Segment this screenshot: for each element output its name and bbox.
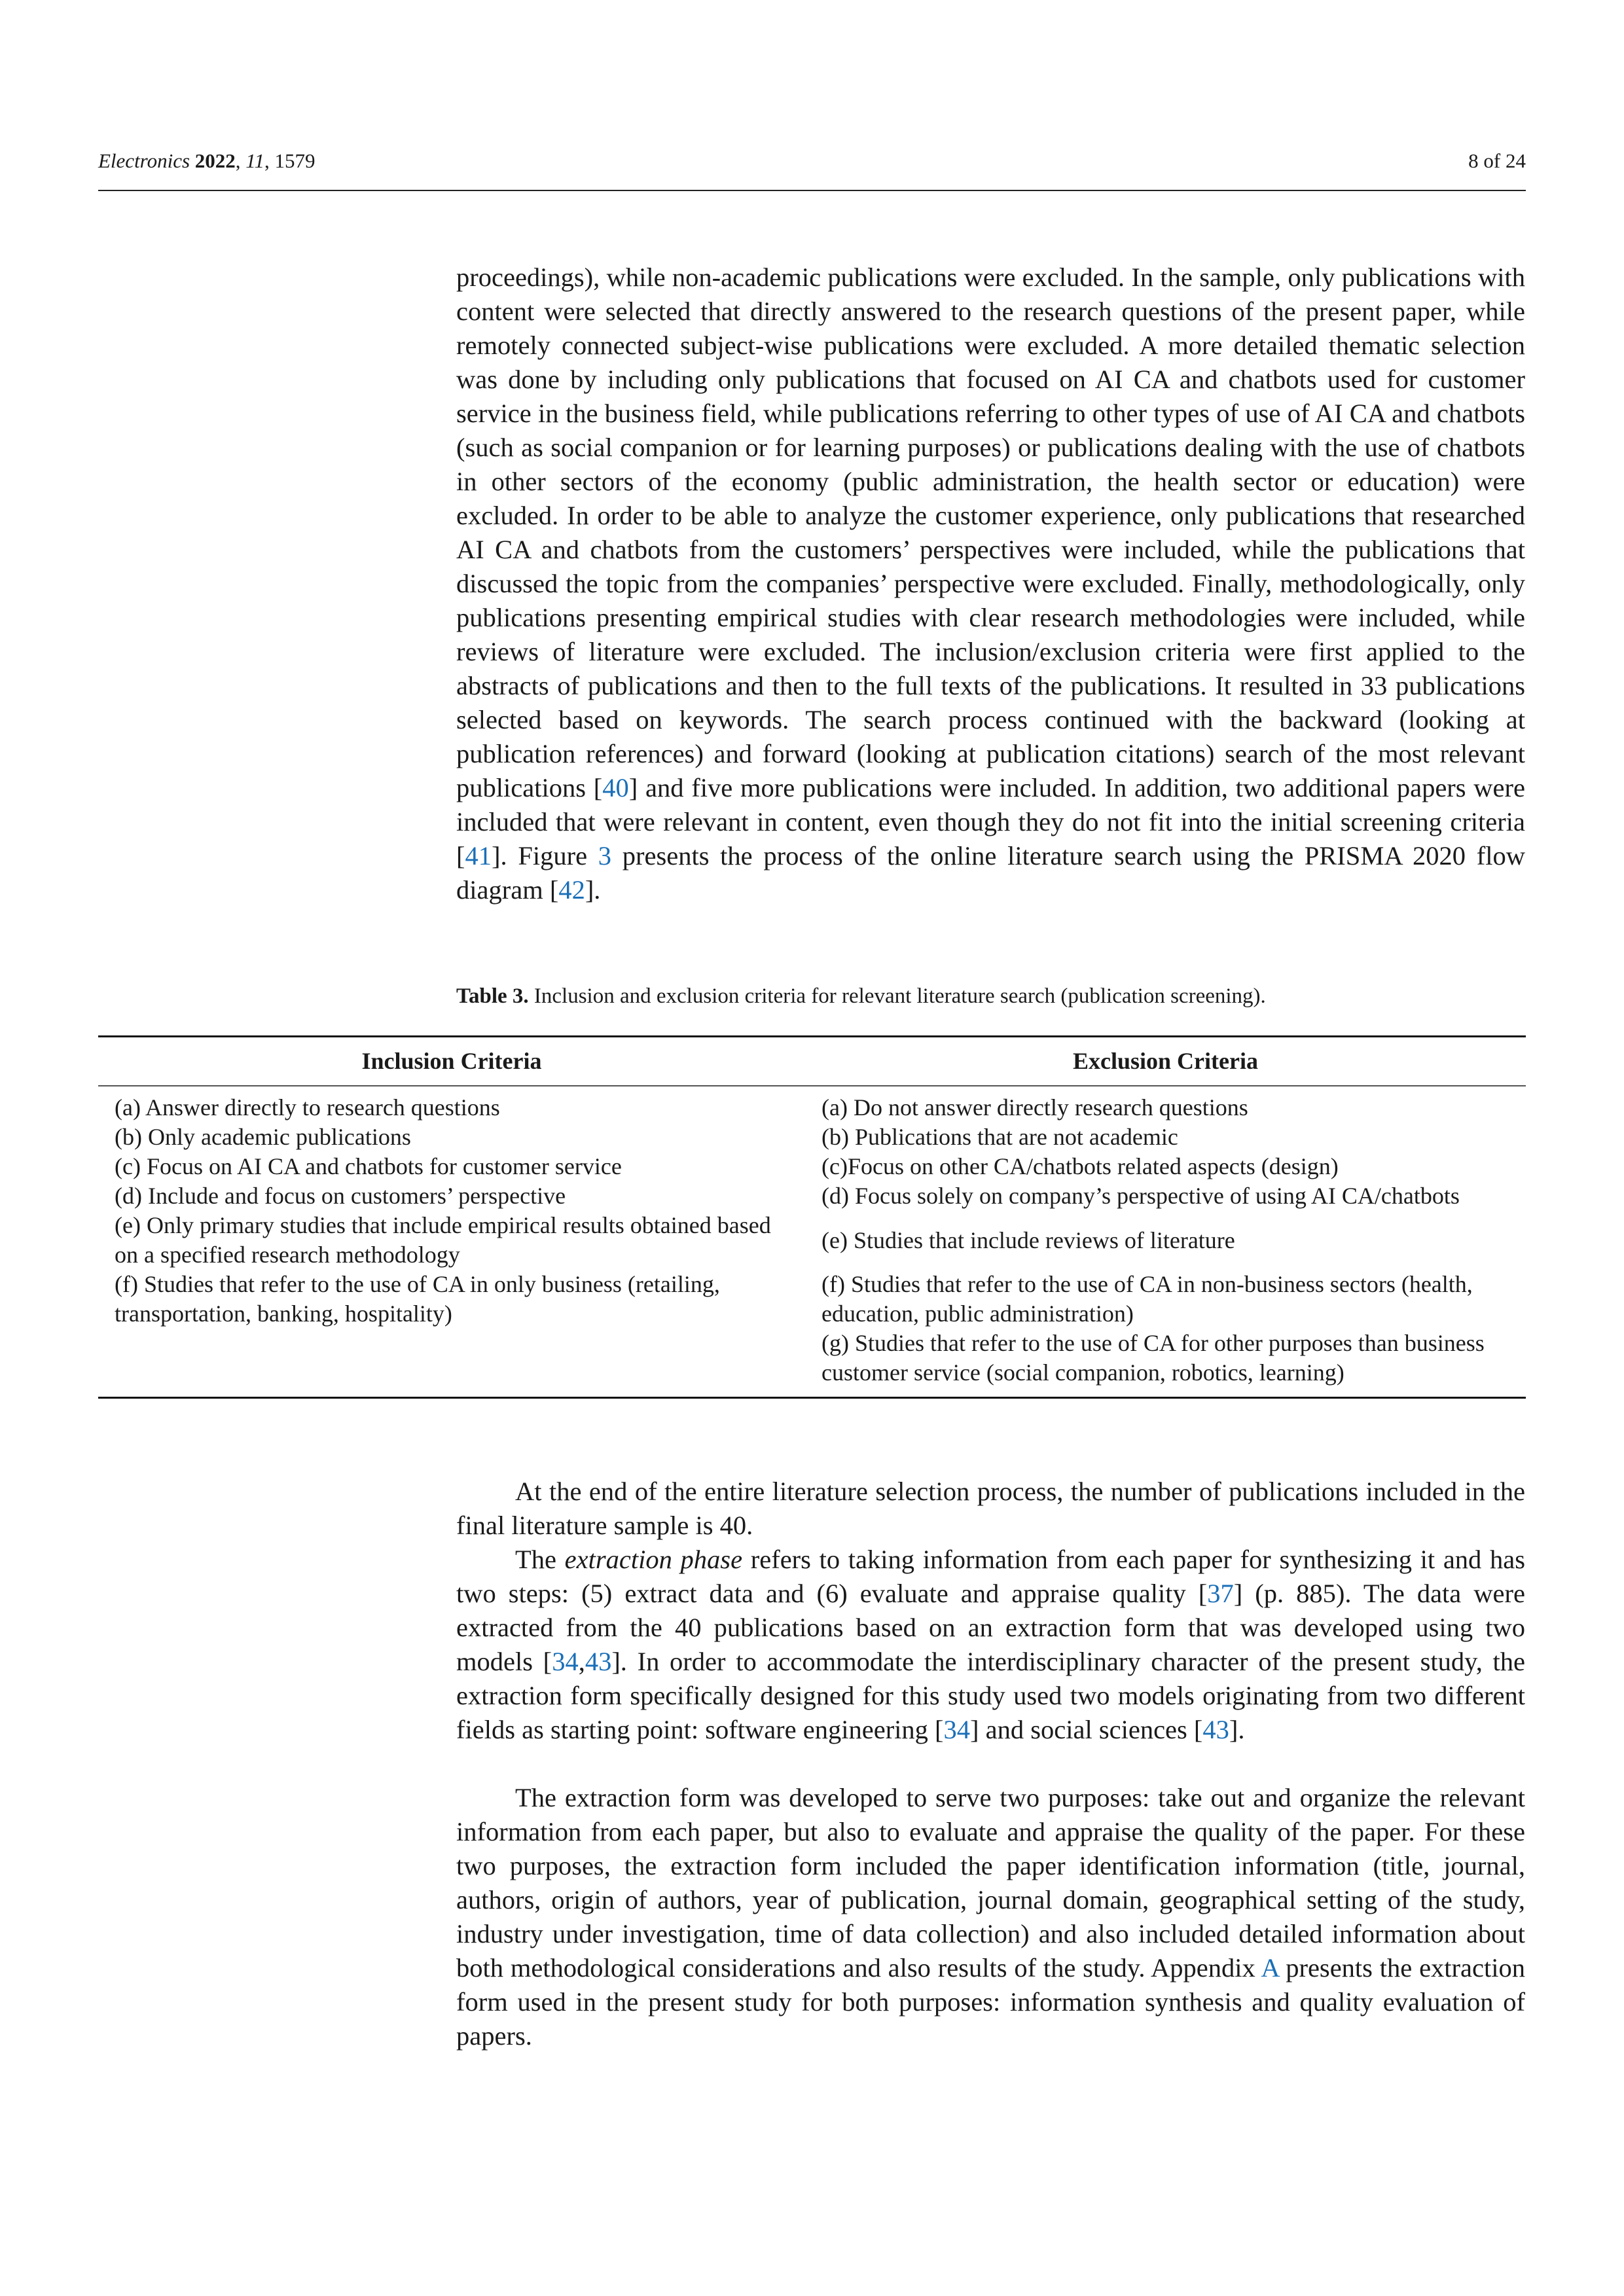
text: At the end of the entire literature selection process, the number of publications included in the final literature sample is 40.	[456, 1477, 1525, 1540]
appendix-link[interactable]: A	[1261, 1953, 1279, 1982]
header-inclusion: Inclusion Criteria	[98, 1037, 805, 1086]
inclusion-cell: (c) Focus on AI CA and chatbots for customer service	[115, 1153, 622, 1179]
article-number: 1579	[274, 149, 316, 172]
text: The	[515, 1545, 565, 1574]
text: ] (p. 885). The data were extracted from the 40 publications based on an extraction form that was developed using two models [	[456, 1579, 1525, 1676]
running-header	[98, 149, 1526, 173]
exclusion-cell: (e) Studies that include reviews of literature	[821, 1227, 1235, 1253]
exclusion-cell: (a) Do not answer directly research questions	[821, 1094, 1248, 1121]
table-row	[98, 1270, 1526, 1329]
body-paragraph-4	[456, 1781, 1525, 2053]
table-row	[98, 1122, 1526, 1152]
table-row	[98, 1086, 1526, 1122]
figure-link-3[interactable]: 3	[598, 841, 612, 870]
text: ].	[585, 875, 601, 905]
body-paragraph-2	[456, 1475, 1525, 1543]
table-caption	[456, 983, 1525, 1009]
header-rule	[98, 190, 1526, 191]
text: presents the extraction form used in the present study for both purposes: information synthesis and quality evaluation of papers.	[456, 1953, 1525, 2051]
citation-link-41[interactable]: 41	[465, 841, 492, 870]
journal-volume: 11	[245, 149, 264, 172]
journal-citation: Electronics 2022, 11, 1579	[98, 149, 316, 172]
journal-year: 2022	[194, 149, 236, 172]
text: refers to taking information from each paper for synthesizing it and has two steps: (5) extract data and (6) evaluate and appraise quality [	[456, 1545, 1525, 1608]
text: The extraction form was developed to serve two purposes: take out and organize the relevant information from each paper, but also to evaluate and appraise the quality of the paper. For these two purposes, the extraction form included the paper identification information (title, journal, authors, origin of authors, year of publication, journal domain, geographical setting of the study, industry under investigation, time of data collection) and also included detailed information about both methodological considerations and also results of the study. Appendix	[456, 1783, 1525, 1982]
text: ].	[1229, 1715, 1245, 1744]
citation-link-40[interactable]: 40	[602, 773, 629, 802]
exclusion-cell: (g) Studies that refer to the use of CA for other purposes than business customer service (social companion, robotics, learning)	[805, 1329, 1526, 1398]
inclusion-cell: (a) Answer directly to research questions	[115, 1094, 500, 1121]
inclusion-cell: (e) Only primary studies that include empirical results obtained based on a specified research methodology	[115, 1212, 771, 1268]
citation-link-43[interactable]: 43	[585, 1647, 612, 1676]
table-row	[98, 1181, 1526, 1211]
inclusion-cell	[98, 1329, 805, 1398]
table-row	[98, 1152, 1526, 1181]
emphasis-term: extraction phase	[564, 1545, 743, 1574]
exclusion-cell: (c)Focus on other CA/chatbots related aspects (design)	[821, 1153, 1339, 1179]
text: ]. Figure	[492, 841, 598, 870]
text: presents the process of the online literature search using the PRISMA 2020 flow diagram [	[456, 841, 1525, 905]
text: ,	[578, 1647, 585, 1676]
header-exclusion: Exclusion Criteria	[805, 1037, 1526, 1086]
citation-link-37[interactable]: 37	[1207, 1579, 1234, 1608]
citation-link-34[interactable]: 34	[552, 1647, 579, 1676]
journal-name: Electronics	[98, 149, 190, 172]
criteria-table	[98, 1035, 1526, 1399]
citation-link-34[interactable]: 34	[943, 1715, 971, 1744]
exclusion-cell: (f) Studies that refer to the use of CA in non-business sectors (health, education, public administration)	[821, 1271, 1473, 1327]
citation-link-43[interactable]: 43	[1202, 1715, 1229, 1744]
table-row	[98, 1329, 1526, 1398]
text: proceedings), while non-academic publications were excluded. In the sample, only publications with content were selected that directly answered to the research questions of the present paper, while remotely connected subject-wise publications were excluded. A more detailed thematic selection was done by including only publications that focused on AI CA and chatbots used for customer service in the business field, while publications referring to other types of use of AI CA and chatbots (such as social companion or for learning purposes) or publications dealing with the use of chatbots in other sectors of the economy (public administration, the health sector or education) were excluded. In order to be able to analyze the customer experience, only publications that researched AI CA and chatbots from the customers’ perspectives were included, while the publications that discussed the topic from the companies’ perspective were excluded. Finally, methodologically, only publications presenting empirical studies with clear research methodologies were included, while reviews of literature were excluded. The inclusion/exclusion criteria were first applied to the abstracts of publications and then to the full texts of the publications. It resulted in 33 publications selected based on keywords. The search process continued with the backward (looking at publication references) and forward (looking at publication citations) search of the most relevant publications [	[456, 262, 1525, 802]
body-paragraph-1	[456, 260, 1525, 907]
page-number: 8 of 24	[1468, 149, 1526, 172]
table-caption-text: Inclusion and exclusion criteria for relevant literature search (publication screening).	[533, 984, 1266, 1008]
text: ] and social sciences [	[970, 1715, 1203, 1744]
inclusion-cell: (d) Include and focus on customers’ perspective	[115, 1183, 566, 1209]
table-row	[98, 1211, 1526, 1270]
body-paragraph-3	[456, 1543, 1525, 1747]
citation-link-42[interactable]: 42	[558, 875, 585, 905]
exclusion-cell: (d) Focus solely on company’s perspective of using AI CA/chatbots	[821, 1183, 1460, 1209]
text: ]. In order to accommodate the interdisciplinary character of the present study, the extraction form specifically designed for this study used two models originating from two different fields as starting point: software engineering [	[456, 1647, 1525, 1744]
text: ] and five more publications were included. In addition, two additional papers were included that were relevant in content, even though they do not fit into the initial screening criteria [	[456, 773, 1525, 870]
inclusion-cell: (b) Only academic publications	[115, 1124, 411, 1150]
exclusion-cell: (b) Publications that are not academic	[821, 1124, 1178, 1150]
inclusion-cell: (f) Studies that refer to the use of CA in only business (retailing, transportation, banking, hospitality)	[115, 1271, 720, 1327]
table-label: Table 3.	[456, 984, 529, 1008]
